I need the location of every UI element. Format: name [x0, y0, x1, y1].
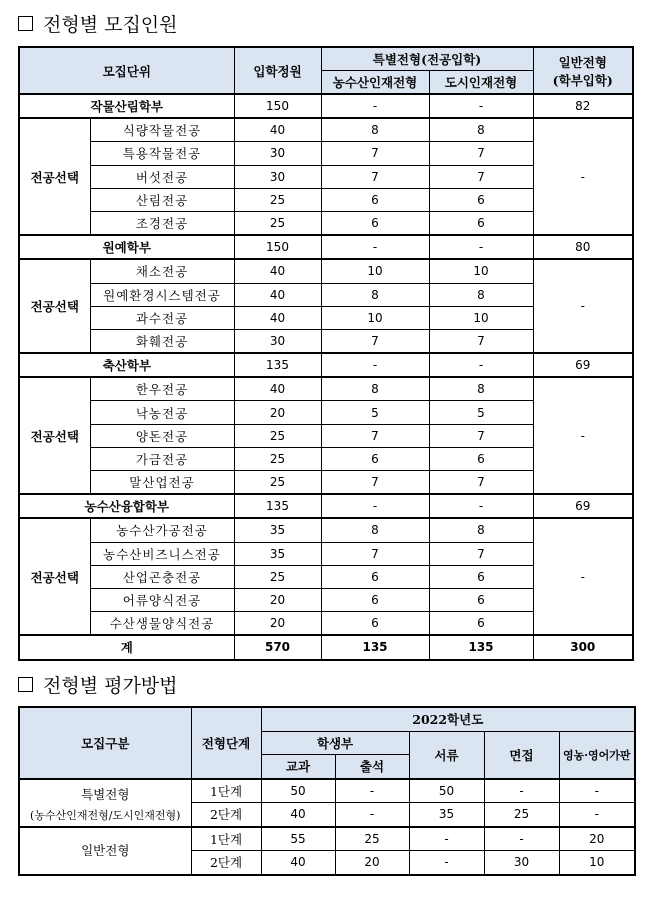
faculty-farm: -	[321, 235, 429, 259]
major-city: 7	[429, 142, 533, 165]
major-quota: 20	[234, 401, 321, 424]
faculty-name: 농수산융합학부	[19, 494, 234, 518]
header-stage: 전형단계	[191, 707, 261, 779]
faculty-general: 82	[533, 94, 633, 118]
major-farm: 6	[321, 447, 429, 470]
faculty-row	[19, 235, 633, 259]
header-year: 2022학년도	[261, 707, 635, 731]
major-name: 농수산비즈니스전공	[90, 542, 234, 565]
major-city: 5	[429, 401, 533, 424]
major-quota: 20	[234, 588, 321, 611]
score-attendance: 25	[335, 827, 409, 851]
header-attendance: 출석	[335, 755, 409, 779]
faculty-city: -	[429, 494, 533, 518]
faculty-city: -	[429, 235, 533, 259]
major-quota: 25	[234, 424, 321, 447]
evaluation-row	[19, 827, 635, 851]
total-farm: 135	[321, 635, 429, 659]
major-city: 8	[429, 283, 533, 306]
checkbox-square-icon	[18, 677, 33, 692]
evaluation-table	[18, 706, 636, 876]
major-city: 7	[429, 165, 533, 188]
total-city: 135	[429, 635, 533, 659]
major-farm: 7	[321, 142, 429, 165]
major-city: 8	[429, 118, 533, 142]
major-general: -	[533, 259, 633, 353]
score-attendance: -	[335, 803, 409, 827]
major-name: 채소전공	[90, 259, 234, 283]
score-aptitude: -	[559, 803, 635, 827]
major-farm: 7	[321, 424, 429, 447]
total-general: 300	[533, 635, 633, 659]
score-subject: 55	[261, 827, 335, 851]
major-row	[19, 518, 633, 542]
score-subject: 50	[261, 779, 335, 803]
major-farm: 6	[321, 211, 429, 235]
major-city: 7	[429, 329, 533, 353]
faculty-quota: 135	[234, 494, 321, 518]
score-documents: -	[409, 827, 484, 851]
major-city: 7	[429, 542, 533, 565]
header-general-line1: 일반전형	[558, 54, 607, 70]
faculty-name: 원예학부	[19, 235, 234, 259]
major-city: 8	[429, 518, 533, 542]
major-city: 6	[429, 447, 533, 470]
score-interview: -	[484, 827, 559, 851]
major-farm: 8	[321, 283, 429, 306]
header-special-city: 도시인재전형	[429, 71, 533, 95]
major-farm: 8	[321, 518, 429, 542]
header-documents: 서류	[409, 731, 484, 779]
major-quota: 40	[234, 259, 321, 283]
major-name: 양돈전공	[90, 424, 234, 447]
major-select-label: 전공선택	[19, 259, 90, 353]
major-name: 화훼전공	[90, 329, 234, 353]
major-quota: 25	[234, 211, 321, 235]
major-quota: 25	[234, 447, 321, 470]
section-title-text: 전형별 평가방법	[43, 675, 178, 697]
major-quota: 20	[234, 612, 321, 636]
major-row	[19, 118, 633, 142]
major-farm: 6	[321, 612, 429, 636]
major-quota: 25	[234, 565, 321, 588]
major-name: 산업곤충전공	[90, 565, 234, 588]
faculty-row	[19, 94, 633, 118]
header-record: 학생부	[261, 731, 409, 755]
faculty-farm: -	[321, 353, 429, 377]
major-quota: 35	[234, 542, 321, 565]
major-row	[19, 259, 633, 283]
major-name: 식량작물전공	[90, 118, 234, 142]
major-farm: 5	[321, 401, 429, 424]
major-name: 조경전공	[90, 211, 234, 235]
major-name: 농수산가공전공	[90, 518, 234, 542]
major-quota: 40	[234, 118, 321, 142]
major-city: 10	[429, 259, 533, 283]
quota-table	[18, 46, 634, 661]
faculty-general: 69	[533, 494, 633, 518]
group-name-line1: 일반전형	[81, 843, 130, 858]
major-city: 6	[429, 588, 533, 611]
faculty-farm: -	[321, 94, 429, 118]
major-select-label: 전공선택	[19, 377, 90, 494]
score-attendance: -	[335, 779, 409, 803]
major-name: 말산업전공	[90, 471, 234, 495]
major-quota: 30	[234, 165, 321, 188]
header-category: 모집구분	[19, 707, 191, 779]
major-city: 7	[429, 424, 533, 447]
major-farm: 7	[321, 329, 429, 353]
score-documents: 35	[409, 803, 484, 827]
faculty-general: 69	[533, 353, 633, 377]
faculty-farm: -	[321, 494, 429, 518]
score-subject: 40	[261, 851, 335, 875]
group-name	[19, 827, 191, 875]
major-general: -	[533, 377, 633, 494]
major-name: 낙농전공	[90, 401, 234, 424]
faculty-row	[19, 353, 633, 377]
checkbox-square-icon	[18, 16, 33, 31]
faculty-quota: 150	[234, 235, 321, 259]
score-aptitude: 20	[559, 827, 635, 851]
score-interview: 30	[484, 851, 559, 875]
major-quota: 25	[234, 188, 321, 211]
major-name: 한우전공	[90, 377, 234, 401]
total-row	[19, 635, 633, 659]
faculty-quota: 150	[234, 94, 321, 118]
section-title-quota	[18, 10, 178, 37]
group-name-line1: 특별전형	[81, 787, 130, 802]
major-farm: 7	[321, 542, 429, 565]
major-name: 특용작물전공	[90, 142, 234, 165]
major-city: 8	[429, 377, 533, 401]
major-quota: 40	[234, 377, 321, 401]
major-city: 7	[429, 471, 533, 495]
faculty-city: -	[429, 353, 533, 377]
total-quota: 570	[234, 635, 321, 659]
major-farm: 6	[321, 565, 429, 588]
major-quota: 40	[234, 306, 321, 329]
header-subject: 교과	[261, 755, 335, 779]
major-farm: 8	[321, 377, 429, 401]
header-quota: 입학정원	[234, 47, 321, 94]
faculty-name: 축산학부	[19, 353, 234, 377]
major-farm: 10	[321, 259, 429, 283]
stage: 2단계	[191, 851, 261, 875]
major-general: -	[533, 518, 633, 635]
faculty-row	[19, 494, 633, 518]
faculty-name: 작물산림학부	[19, 94, 234, 118]
major-quota: 30	[234, 142, 321, 165]
major-name: 과수전공	[90, 306, 234, 329]
major-farm: 6	[321, 188, 429, 211]
major-quota: 25	[234, 471, 321, 495]
score-aptitude: -	[559, 779, 635, 803]
major-name: 버섯전공	[90, 165, 234, 188]
faculty-quota: 135	[234, 353, 321, 377]
major-name: 가금전공	[90, 447, 234, 470]
major-name: 원예환경시스템전공	[90, 283, 234, 306]
major-farm: 8	[321, 118, 429, 142]
header-unit: 모집단위	[19, 47, 234, 94]
faculty-city: -	[429, 94, 533, 118]
faculty-general: 80	[533, 235, 633, 259]
major-quota: 40	[234, 283, 321, 306]
header-special: 특별전형(전공입학)	[321, 47, 533, 71]
major-farm: 7	[321, 471, 429, 495]
major-name: 산림전공	[90, 188, 234, 211]
header-special-farm: 농수산인재전형	[321, 71, 429, 95]
header-interview: 면접	[484, 731, 559, 779]
score-aptitude: 10	[559, 851, 635, 875]
major-city: 6	[429, 211, 533, 235]
score-interview: 25	[484, 803, 559, 827]
header-aptitude: 영농·영어가판	[559, 731, 635, 779]
score-subject: 40	[261, 803, 335, 827]
stage: 2단계	[191, 803, 261, 827]
major-name: 어류양식전공	[90, 588, 234, 611]
section-title-evaluation	[18, 671, 178, 698]
group-name	[19, 779, 191, 827]
major-general: -	[533, 118, 633, 235]
major-quota: 35	[234, 518, 321, 542]
major-name: 수산생물양식전공	[90, 612, 234, 636]
section-title-text: 전형별 모집인원	[43, 14, 178, 36]
evaluation-row	[19, 779, 635, 803]
major-quota: 30	[234, 329, 321, 353]
score-attendance: 20	[335, 851, 409, 875]
major-row	[19, 377, 633, 401]
major-city: 6	[429, 612, 533, 636]
group-name-line2: (농수산인재전형/도시인재전형)	[30, 809, 181, 822]
major-city: 6	[429, 188, 533, 211]
stage: 1단계	[191, 827, 261, 851]
score-documents: 50	[409, 779, 484, 803]
total-label: 계	[19, 635, 234, 659]
major-farm: 10	[321, 306, 429, 329]
score-interview: -	[484, 779, 559, 803]
major-city: 10	[429, 306, 533, 329]
header-general	[533, 47, 633, 94]
header-general-line2: (학부입학)	[552, 72, 613, 88]
major-city: 6	[429, 565, 533, 588]
major-farm: 6	[321, 588, 429, 611]
major-farm: 7	[321, 165, 429, 188]
major-select-label: 전공선택	[19, 118, 90, 235]
major-select-label: 전공선택	[19, 518, 90, 635]
stage: 1단계	[191, 779, 261, 803]
score-documents: -	[409, 851, 484, 875]
